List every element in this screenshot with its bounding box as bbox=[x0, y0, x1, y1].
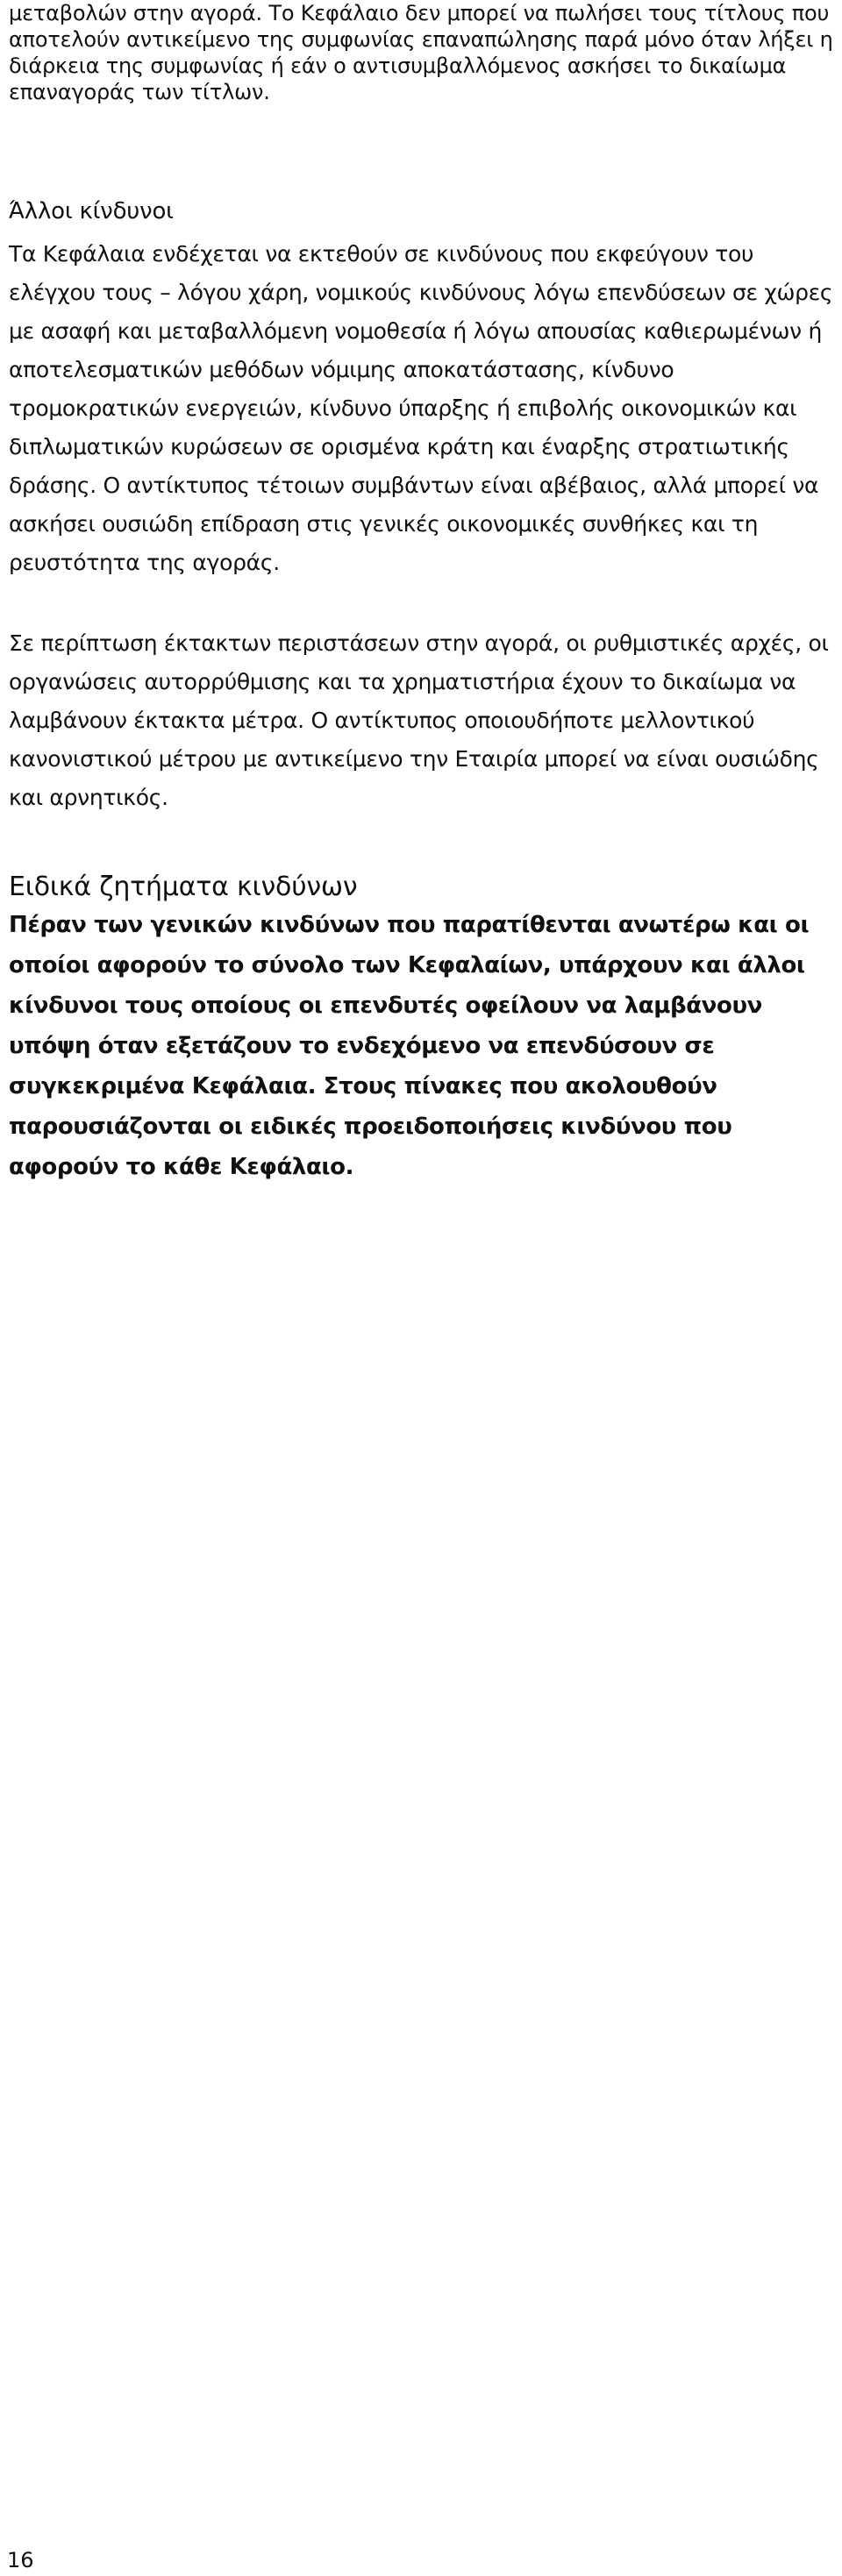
other-risks-heading: Άλλοι κίνδυνοι bbox=[9, 198, 174, 224]
other-risks-paragraph-1: Τα Κεφάλαια ενδέχεται να εκτεθούν σε κινδύνους που εκφεύγουν του ελέγχου τους – λόγου χάρη, νομικούς κινδύνους λόγω επενδύσεων σε χώρες με ασαφή και μεταβαλλόμενη νομοθεσία ή λόγω απουσίας καθιερωμένων ή αποτελεσματικών μεθόδων νόμιμης αποκατάστασης, κίνδυνο τρομοκρατικών ενεργειών, κίνδυνο ύπαρξης ή επιβολής οικονομικών και διπλωματικών κυρώσεων σε ορισμένα κράτη και έναρξης στρατιωτικής δράσης. Ο αντίκτυπος τέτοιων συμβάντων είναι αβέβαιος, αλλά μπορεί να ασκήσει ουσιώδη επίδραση στις γενικές οικονομικές συνθήκες και τη ρευστότητα της αγοράς. bbox=[9, 241, 833, 575]
page-number: 16 bbox=[7, 2548, 34, 2572]
other-risks-paragraph-2: Σε περίπτωση έκτακτων περιστάσεων στην αγορά, οι ρυθμιστικές αρχές, οι οργανώσεις αυτορρύθμισης και τα χρηματιστήρια έχουν το δικαίωμα να λαμβάνουν έκτακτα μέτρα. Ο αντίκτυπος οποιουδήποτε μελλοντικού κανονιστικού μέτρου με αντικείμενο την Εταιρία μπορεί να είναι ουσιώδης και αρνητικός. bbox=[9, 630, 829, 810]
specific-risks-paragraph: Πέραν των γενικών κινδύνων που παρατίθενται ανωτέρω και οι οποίοι αφορούν το σύνολο των Κεφαλαίων, υπάρχουν και άλλοι κίνδυνοι τους οποίους οι επενδυτές οφείλουν να λαμβάνουν υπόψη όταν εξετάζουν το ενδεχόμενο να επενδύσουν σε συγκεκριμένα Κεφάλαια. Στους πίνακες που ακολουθούν παρουσιάζονται οι ειδικές προειδοποιήσεις κινδύνου που αφορούν το κάθε Κεφάλαιο. bbox=[9, 912, 810, 1180]
intro-paragraph: μεταβολών στην αγορά. Το Κεφάλαιο δεν μπορεί να πωλήσει τους τίτλους που αποτελούν αντικείμενο της συμφωνίας επαναπώλησης παρά μόνο όταν λήξει η διάρκεια της συμφωνίας ή εάν ο αντισυμβαλλόμενος ασκήσει το δικαίωμα επαναγοράς των τίτλων. bbox=[9, 1, 833, 104]
specific-risks-heading: Ειδικά ζητήματα κινδύνων bbox=[9, 872, 358, 902]
